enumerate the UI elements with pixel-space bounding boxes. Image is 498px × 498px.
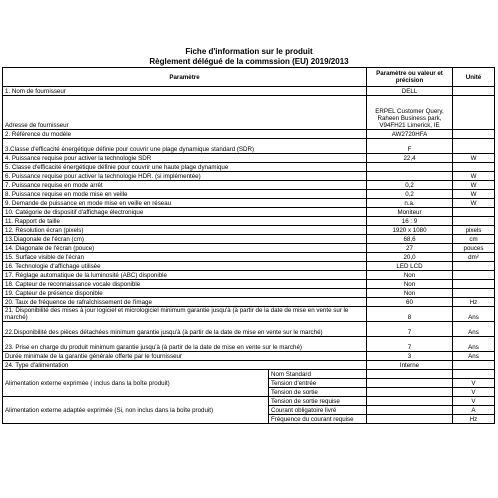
row-label: 11. Rapport de taille (3, 217, 367, 226)
row-value: Non (367, 289, 453, 298)
row-unit: Ans (453, 322, 495, 337)
ext-adapted-item-value (367, 415, 453, 424)
row-unit: W (453, 190, 495, 199)
row-unit (453, 130, 495, 139)
row-value: n.a. (367, 199, 453, 208)
row-value: AW2720HFA (367, 130, 453, 139)
row-value: 27 (367, 244, 453, 253)
row-value: 16 : 9 (367, 217, 453, 226)
row-label: 14. Diagonale de l'écran (pouce) (3, 244, 367, 253)
row-value: Moniteur (367, 208, 453, 217)
ext-adapted-item-value (367, 397, 453, 406)
table-row (3, 139, 495, 154)
row-label: 9. Demande de puissance en mode mise en veille en réseau (3, 199, 367, 208)
row-value: Non (367, 271, 453, 280)
table-row (3, 352, 495, 361)
row-label: 12. Résolution écran (pixels) (3, 226, 367, 235)
row-unit: Ans (453, 307, 495, 322)
row-value: 7 (367, 322, 453, 337)
table-row (3, 163, 495, 172)
header-unit: Unité (453, 68, 495, 87)
header-parameter: Paramètre (3, 68, 367, 87)
row-label: 7. Puissance requise en mode arrêt (3, 181, 367, 190)
row-unit: cm (453, 235, 495, 244)
row-unit (453, 289, 495, 298)
row-label: 1. Nom de fournisseur (3, 87, 367, 96)
row-label: 8. Puissance requise en mode mise en veille (3, 190, 367, 199)
row-value: Non (367, 280, 453, 289)
row-unit: W (453, 154, 495, 163)
row-label: 24. Type d'alimentation (3, 361, 367, 370)
row-label: 22.Disponibilité des pièces détachées minimum garantie jusqu'à (à partir de la date de mise en vente sur le marché) (3, 322, 367, 337)
ext-adapted-label: Alimentation externe adaptée exprimée (Si, non inclus dans la boîte produit) (3, 397, 269, 424)
table-row (3, 337, 495, 352)
table-row (3, 190, 495, 199)
table-header-row (3, 68, 495, 87)
row-unit (453, 262, 495, 271)
ext-adapted-row (3, 397, 495, 406)
row-unit (453, 361, 495, 370)
row-unit (453, 271, 495, 280)
row-unit (453, 208, 495, 217)
row-label: 23. Prise en charge du produit minimum garantie jusqu'à (à partir de la date de mise en vente sur le marché) (3, 337, 367, 352)
row-label: 20. Taux de fréquence de rafraîchissement de l'image (3, 298, 367, 307)
ext-adapted-item-unit: A (453, 406, 495, 415)
ext-adapted-item-value (367, 406, 453, 415)
row-unit: W (453, 172, 495, 181)
row-label: 16. Technologie d'affichage utilisée (3, 262, 367, 271)
row-label: Durée minimale de la garantie générale offerte par le fournisseur (3, 352, 367, 361)
row-unit: W (453, 199, 495, 208)
sheet-subtitle: Règlement délégué de la commssion (EU) 2019/2013 (149, 57, 349, 66)
row-unit (453, 217, 495, 226)
ext-included-item-name: Tension de sortie (269, 388, 367, 397)
row-label: 3.Classe d'efficacité énergétique définie pour couvrir une plage dynamique standard (SDR) (3, 139, 367, 154)
row-value: 0,2 (367, 181, 453, 190)
table-row (3, 307, 495, 322)
row-label: Adresse de fournisseur (3, 96, 367, 130)
table-row (3, 280, 495, 289)
ext-included-item-value (367, 388, 453, 397)
row-value: F (367, 139, 453, 154)
row-value: 68,6 (367, 235, 453, 244)
row-label: 10. Catégorie de dispositif d'affichage électronique (3, 208, 367, 217)
ext-adapted-item-unit: Hz (453, 415, 495, 424)
row-label: 15. Surface visible de l'écran (3, 253, 367, 262)
table-row (3, 271, 495, 280)
table-row (3, 154, 495, 163)
row-label: 4. Puissance requise pour activer la technologie SDR (3, 154, 367, 163)
row-label: 6. Puissance requise pour activer la technologie HDR. (si implémentée) (3, 172, 367, 181)
table-row (3, 87, 495, 96)
header-value: Paramètre ou valeur et précision (367, 68, 453, 87)
ext-included-item-value (367, 370, 453, 379)
table-row (3, 361, 495, 370)
ext-included-item-unit: V (453, 388, 495, 397)
table-row (3, 172, 495, 181)
product-info-table (2, 67, 495, 424)
ext-adapted-item-name: Courant obligatoire livré (269, 406, 367, 415)
row-value: 8 (367, 307, 453, 322)
table-row (3, 322, 495, 337)
table-row (3, 298, 495, 307)
row-value: Interne (367, 361, 453, 370)
table-row (3, 199, 495, 208)
row-unit: Hz (453, 298, 495, 307)
row-value: 0,2 (367, 190, 453, 199)
row-unit (453, 87, 495, 96)
ext-adapted-item-unit: V (453, 397, 495, 406)
row-unit (453, 96, 495, 130)
ext-adapted-item-name: Tension de sortie requise (269, 397, 367, 406)
row-value: 7 (367, 337, 453, 352)
ext-included-item-value (367, 379, 453, 388)
row-unit: pixels (453, 226, 495, 235)
row-unit: pouces (453, 244, 495, 253)
table-row (3, 253, 495, 262)
row-value: 60 (367, 298, 453, 307)
table-row (3, 217, 495, 226)
ext-included-item-unit: V (453, 379, 495, 388)
row-unit: Ans (453, 352, 495, 361)
table-row (3, 96, 495, 130)
table-row (3, 208, 495, 217)
table-row (3, 244, 495, 253)
row-value: LED LCD (367, 262, 453, 271)
row-label: 19. Capteur de présence disponible (3, 289, 367, 298)
ext-included-item-name: Tension d'entrée (269, 379, 367, 388)
ext-included-item-name: Nom Standard (269, 370, 367, 379)
row-label: 13.Diagonale de l'écran (cm) (3, 235, 367, 244)
row-value: 1920 x 1080 (367, 226, 453, 235)
row-value: ERPEL Customer Query, Raheen Business park, V94FH21 Limerick, IE (367, 96, 453, 130)
row-unit: Ans (453, 337, 495, 352)
row-label: 21. Disponibilité des mises à jour logiciel et micrologiciel minimum garantie jusqu'à (à partir de la date de mise en vente sur le marché) (3, 307, 367, 322)
ext-included-item-unit (453, 370, 495, 379)
row-value: 22,4 (367, 154, 453, 163)
row-label: 17. Réglage automatique de la luminosité (ABC) disponible (3, 271, 367, 280)
table-row (3, 235, 495, 244)
row-label: 5. Classe d'efficacité énergétique définie pour couvrir une haute plage dynamique (3, 163, 367, 172)
table-row (3, 262, 495, 271)
row-unit (453, 139, 495, 154)
row-label: 18. Capteur de reconnaissance vocale disponible (3, 280, 367, 289)
row-value (367, 172, 453, 181)
sheet-title: Fiche d'information sur le produit (185, 47, 313, 56)
row-value (367, 163, 453, 172)
row-value: 20,0 (367, 253, 453, 262)
row-unit (453, 280, 495, 289)
ext-included-label: Alimentation externe exprimée ( inclus dans la boîte produit) (3, 370, 269, 397)
ext-adapted-item-name: Fréquence du courant requise (269, 415, 367, 424)
table-row (3, 289, 495, 298)
table-row (3, 226, 495, 235)
table-row (3, 181, 495, 190)
table-row (3, 130, 495, 139)
row-label: 2. Référence du modèle (3, 130, 367, 139)
row-unit: W (453, 181, 495, 190)
row-unit (453, 163, 495, 172)
ext-included-row (3, 370, 495, 379)
row-value: DELL (367, 87, 453, 96)
row-value: 3 (367, 352, 453, 361)
row-unit: dm² (453, 253, 495, 262)
